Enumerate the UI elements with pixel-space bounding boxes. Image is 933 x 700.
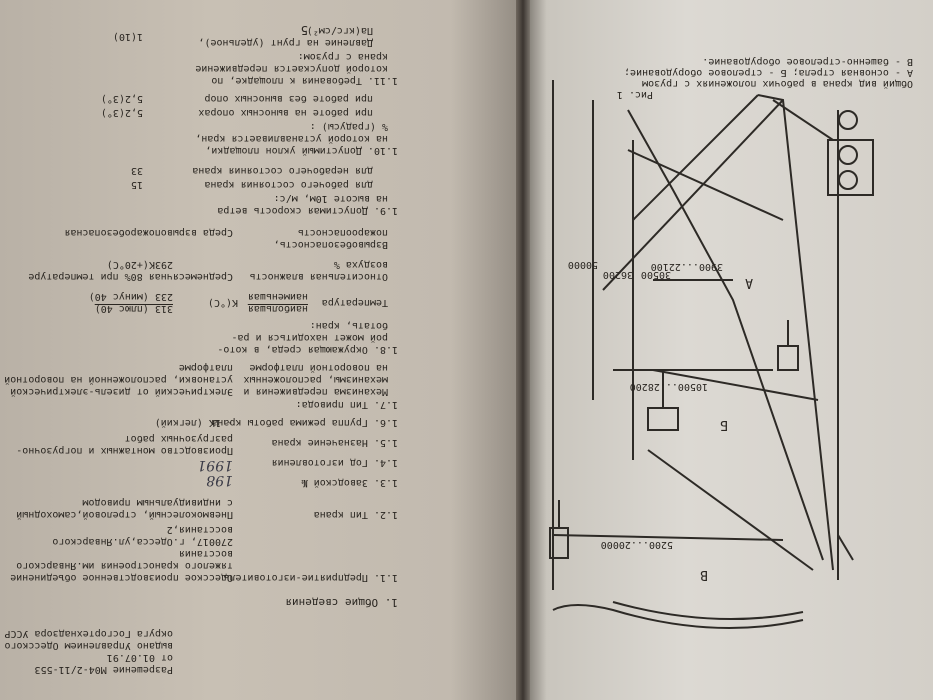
spec-1-9-sub: на высоте 10м, м/с:: [273, 193, 388, 204]
boom-b-line: [648, 450, 813, 570]
spec-1-2-label: 1.2. Тип крана: [313, 509, 398, 520]
boom-outline-a: [758, 95, 833, 570]
humidity-unit: воздуха %: [333, 259, 388, 270]
jib-line: [628, 150, 783, 220]
slope-no-outriggers-label: при работе без выносных опор: [204, 93, 373, 104]
slope-no-outriggers-value: 5,2(3°): [100, 93, 143, 104]
spec-1-6-value: - 1К (легкий): [154, 417, 233, 428]
spec-1-9-label: 1.9. Допустимая скорость ветра: [217, 205, 398, 216]
spec-1-1-value-3: восстания: [178, 548, 233, 559]
fire-safety-label: пожароопасность: [297, 227, 388, 238]
humidity-label: Относительная влажность: [249, 271, 388, 282]
dim-5200-20000: 5200...20000: [600, 539, 673, 550]
wheel-1: [839, 171, 857, 189]
dim-10500-28200: 10500...28200: [629, 381, 708, 392]
ground-pressure-unit: Па(кгс/см²): [306, 25, 373, 36]
dim-3900-22100: 3900...22100: [650, 261, 723, 272]
spec-1-1-value-5: восстания,2: [166, 524, 233, 535]
page-number: 5: [300, 23, 308, 37]
permit-line: Разрешение М04-2/11-553: [34, 664, 173, 675]
mast-foot: [838, 535, 853, 560]
dim-36200: 36200: [602, 269, 633, 280]
handwritten-year: 1991: [197, 457, 233, 473]
explosion-safety-value: Среда взрывопожаробезопасная: [64, 227, 233, 238]
spec-1-1-label: 1.1. Предприятие-изготовитель: [223, 572, 398, 583]
tower-jib-lower: [613, 602, 803, 619]
wheel-3: [839, 111, 857, 129]
permit-date: от 01.07.91: [106, 652, 173, 663]
spec-1-1-value-1: Одесское производственное объединение: [10, 572, 233, 583]
figure-legend-2: В - башенно-стреловое оборудование.: [702, 56, 913, 67]
view-label-v: В: [700, 567, 708, 582]
spec-1-11-sub-1: которой допускается передвижение: [195, 63, 388, 74]
spec-1-2-value-2: с индивидуальным приводом: [82, 497, 233, 508]
section-title: 1. Общие сведения: [285, 596, 398, 609]
temperature-max-label: наибольшая: [247, 303, 308, 314]
permit-issued: выдано Управлением Одесского: [4, 640, 173, 651]
hook-block-b: [648, 408, 678, 430]
spec-1-7-value-1: Электрический от дизель-электрической: [10, 386, 233, 397]
spec-1-7-value-3: платформе: [178, 362, 233, 373]
spec-1-10-sub-2: % (градусы) :: [309, 121, 388, 132]
spec-1-2-value-1: Пневмоколесный, стреловой,самоходный: [16, 509, 233, 520]
dim-50000: 50000: [567, 259, 598, 270]
wheel-2: [839, 146, 857, 164]
base-brace: [773, 100, 833, 140]
figure-legend-1: А - основная стрела; Б - стреловое оборудование;: [624, 67, 913, 78]
spec-1-8-label-1: 1.8. Окружающая среда, в кото-: [217, 344, 398, 355]
spec-1-1-value-2: тяжелого краностроения им.Январского: [16, 560, 233, 571]
temperature-unit: K(°C): [207, 297, 238, 308]
explosion-safety-label: Взрывобезопасность,: [273, 239, 388, 250]
spec-1-10-label: 1.10. Допустимый уклон площадки,: [205, 145, 398, 156]
humidity-value-1: Среднемесячная 80% при температуре: [28, 271, 233, 282]
ground-pressure-value: 1(10): [112, 31, 143, 42]
spec-1-5-value-2: разгрузочных работ: [124, 433, 233, 444]
spec-1-7-sub-1: Механизма передвижения и: [243, 386, 388, 397]
spec-1-7-label: 1.7. Тип привода:: [295, 399, 398, 410]
boom-outline-b: [628, 110, 823, 560]
temperature-min: 233 (минус 40): [88, 291, 173, 302]
dim-30500: 30500: [640, 269, 671, 280]
wind-working-value: 15: [130, 179, 143, 190]
spec-1-8-label-2: рой может находиться и ра-: [231, 332, 388, 343]
wind-idle-value: 33: [130, 165, 143, 176]
view-label-b: Б: [720, 417, 728, 432]
spec-1-7-value-2: установки, расположенной на поворотной: [4, 374, 233, 385]
spec-1-6-label: 1.6. Группа режима работы крана: [211, 417, 398, 428]
temperature-max: 313 (плюс 40): [94, 303, 173, 314]
figure-caption: [533, 56, 913, 100]
chassis-frame: [828, 140, 873, 195]
view-label-a: А: [745, 275, 753, 290]
spec-1-4-label: 1.4. Год изготовления: [271, 457, 398, 468]
spec-1-11-label: 1.11. Требования к площадке, по: [211, 75, 398, 86]
spec-1-11-sub-2: крана с грузом:: [297, 51, 388, 62]
wind-working-label: для рабочего состояния крана: [204, 179, 373, 190]
permit-authority: округа Госгортехнадзора УССР: [4, 628, 173, 639]
slope-outriggers-value: 5,2(3°): [100, 107, 143, 118]
humidity-value-2: 293K(+20°C): [106, 259, 173, 270]
spec-1-3-label: 1.3. Заводской №: [301, 477, 398, 488]
temperature-label: Температура: [321, 297, 388, 308]
spec-1-5-label: 1.5. Назначение крана: [271, 437, 398, 448]
temperature-min-label: наименьшая: [247, 291, 308, 302]
figure-title: Общий вид крана в рабочих положениях с грузом: [642, 78, 913, 89]
spec-1-7-sub-3: на поворотной платформе: [249, 362, 388, 373]
spec-1-5-value-1: Производство монтажных и погрузочно-: [16, 445, 233, 456]
spec-1-8-label-3: ботать, кран:: [309, 320, 388, 331]
spec-1-10-sub-1: на которой устанавливается кран,: [195, 133, 388, 144]
hook-block-a: [778, 346, 798, 370]
spec-1-1-value-4: 270017, г.Одесса,ул.Январского: [52, 536, 233, 547]
handwritten-serial: 198: [206, 472, 233, 488]
wind-idle-label: для нерабочего состояния крана: [192, 165, 373, 176]
spec-1-7-sub-2: механизмы, расположенных: [243, 374, 388, 385]
slope-outriggers-label: при работе на выносных опорах: [198, 107, 373, 118]
ground-pressure-label: Давление на грунт (удельное),: [198, 37, 373, 48]
figure-number: Рис. 1: [616, 89, 653, 100]
